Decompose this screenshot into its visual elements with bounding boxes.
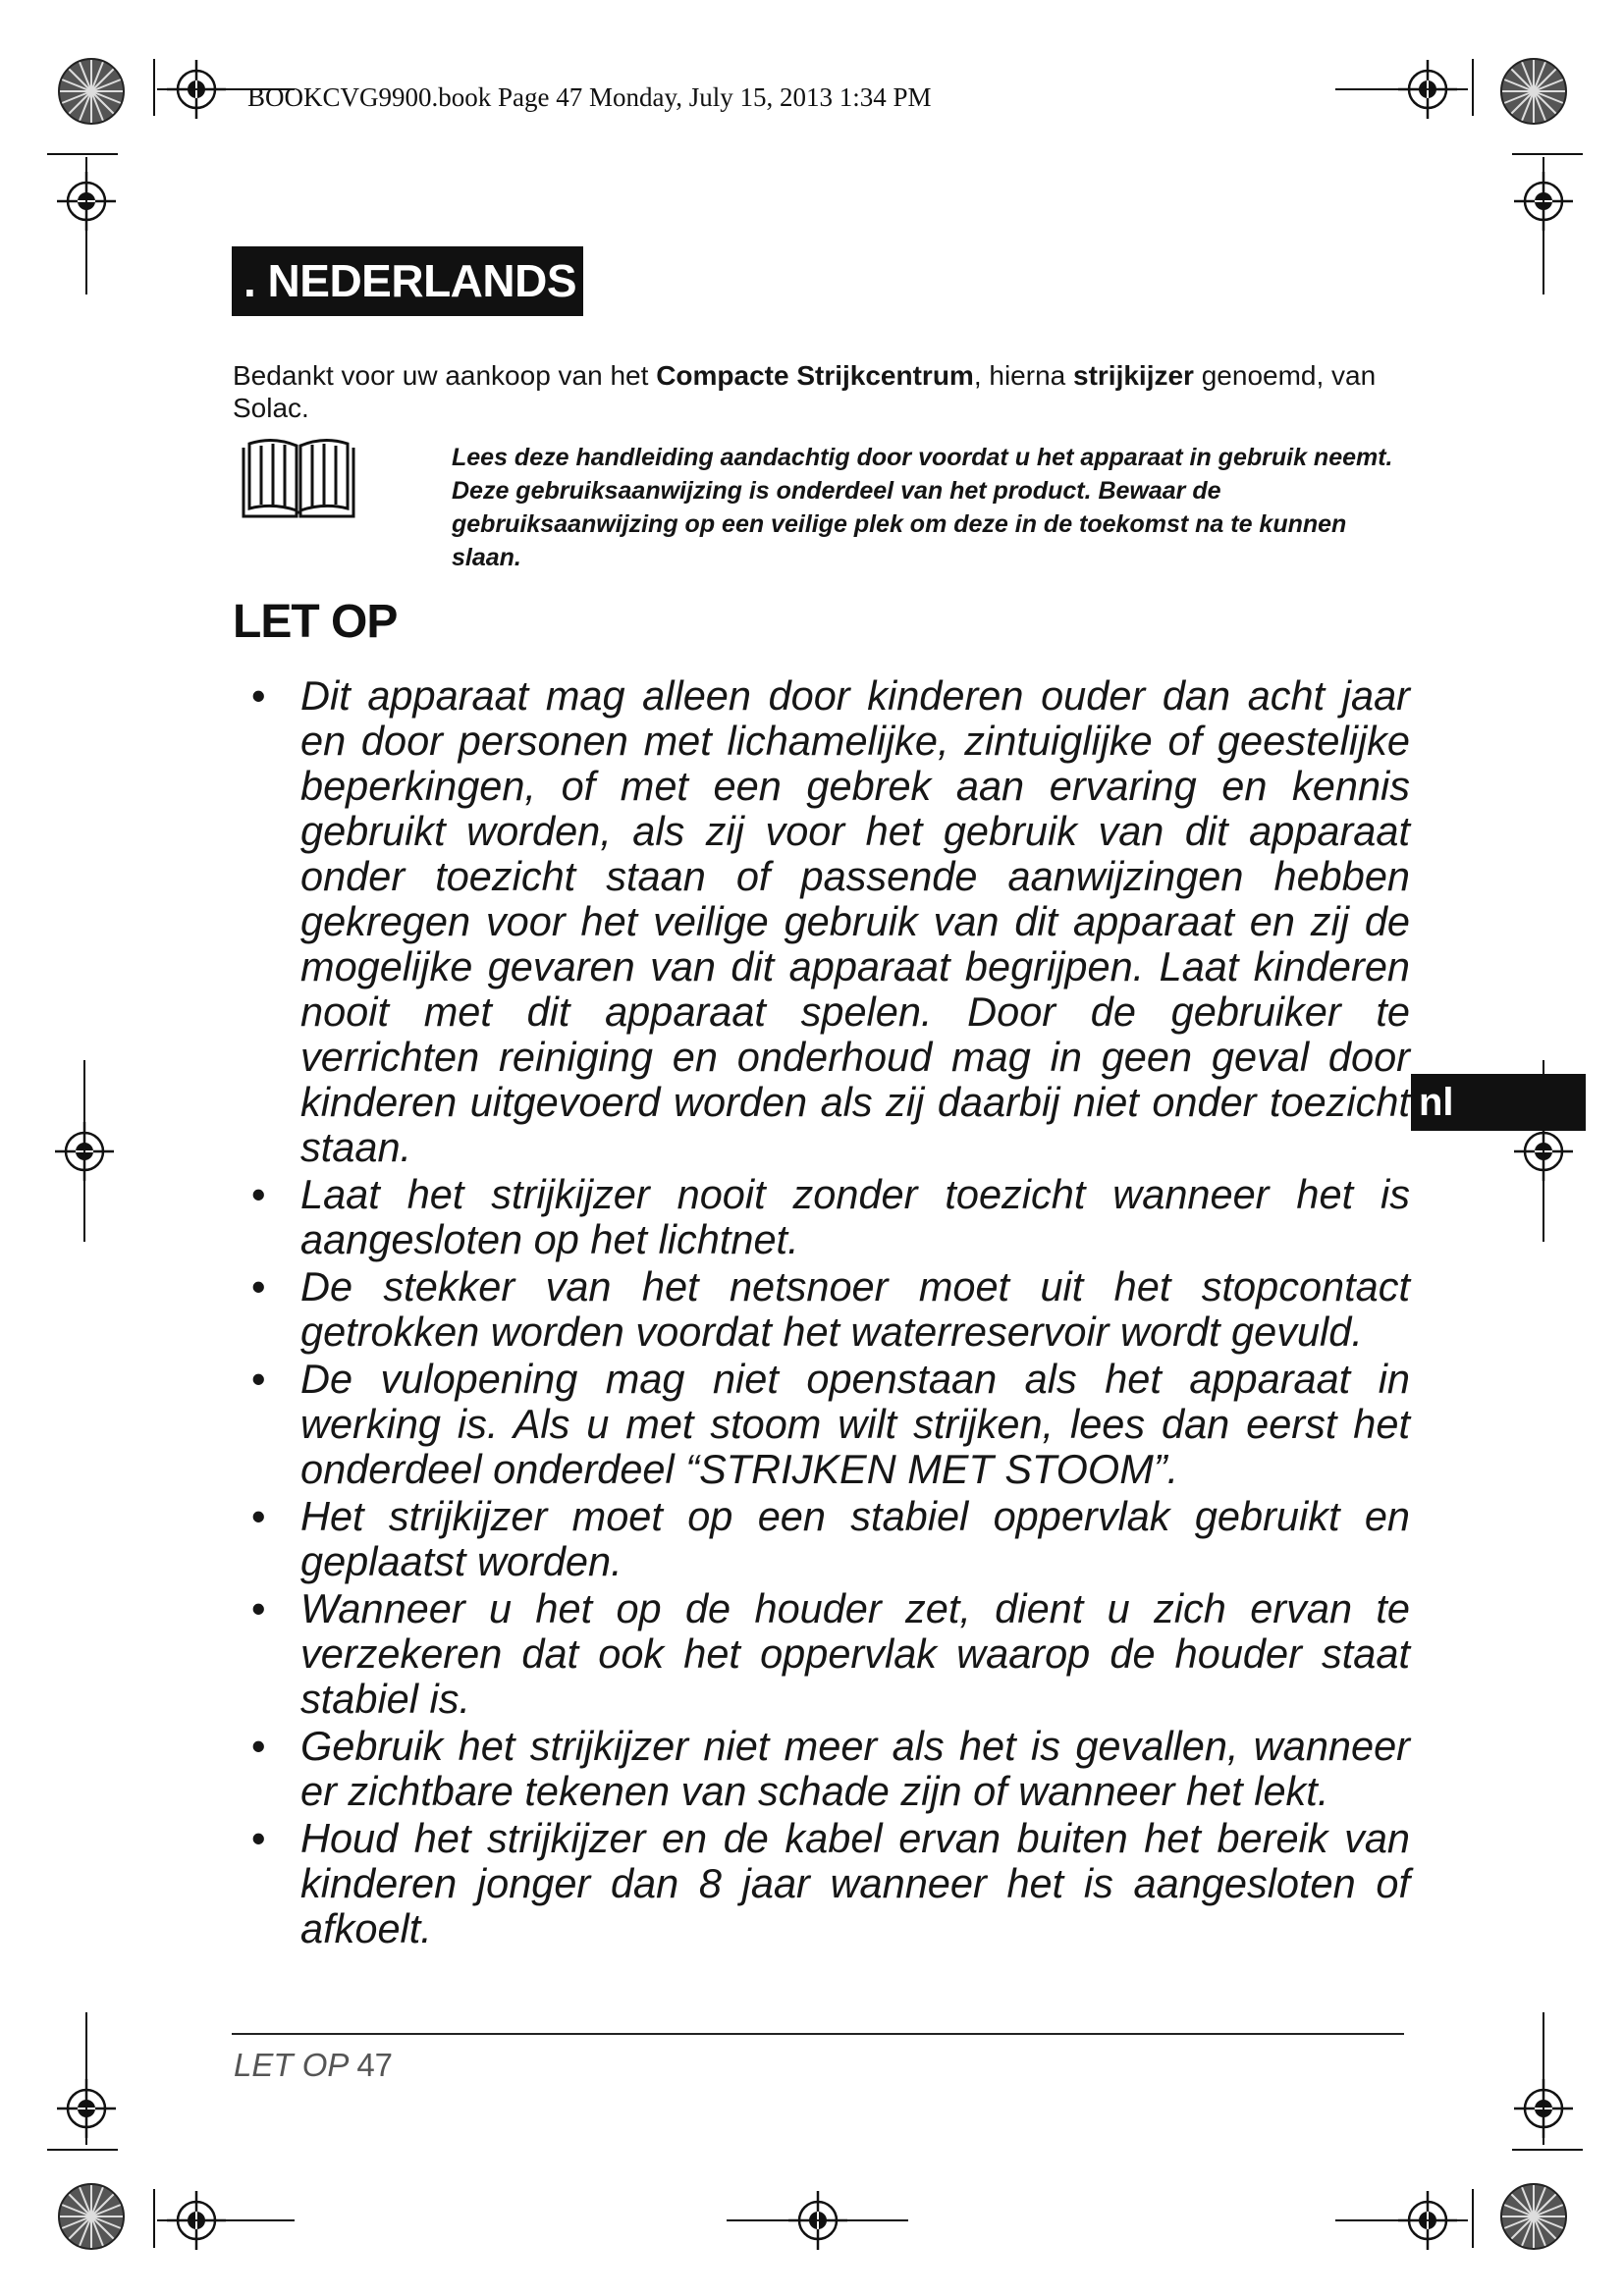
open-book-icon — [240, 434, 357, 522]
section-heading: LET OP — [233, 596, 398, 648]
bullet-icon: • — [251, 1585, 266, 1631]
list-item — [251, 1816, 1410, 1951]
color-wheel-icon — [59, 59, 124, 124]
list-item-text: Wanneer u het op de houder zet, dient u zich ervan te verzekeren dat ook het oppervlak waarop de houder staat stabiel is. — [300, 1585, 1410, 1722]
page-title: . NEDERLANDS — [232, 246, 583, 316]
page-footer — [234, 2047, 393, 2084]
bullet-icon: • — [251, 1356, 266, 1402]
manual-notice: Lees deze handleiding aandachtig door voordat u het apparaat in gebruik neemt. Deze gebruiksaanwijzing is onderdeel van het product. Bewaar de gebruiksaanwijzing op een veilige plek om deze in de toekomst na te kunnen slaan. — [452, 444, 1393, 571]
intro-text-3: genoemd, van Solac. — [233, 360, 1377, 423]
list-item — [251, 673, 1410, 1170]
list-item — [251, 1494, 1410, 1584]
language-tab: nl — [1411, 1074, 1586, 1131]
bullet-icon: • — [251, 1723, 266, 1769]
list-item — [251, 1264, 1410, 1355]
color-wheel-icon — [1501, 2184, 1566, 2249]
list-item-text: De stekker van het netsnoer moet uit het stopcontact getrokken worden voordat het waterreservoir wordt gevuld. — [300, 1263, 1410, 1355]
intro-text-2: , hierna — [973, 360, 1073, 391]
list-item-text: Het strijkijzer moet op een stabiel oppervlak gebruikt en geplaatst worden. — [300, 1493, 1410, 1584]
bullet-icon: • — [251, 1493, 266, 1539]
warning-list — [251, 673, 1410, 1953]
bullet-icon: • — [251, 1171, 266, 1217]
list-item — [251, 1357, 1410, 1492]
bullet-icon: • — [251, 672, 266, 719]
bullet-icon: • — [251, 1263, 266, 1309]
page-number: 47 — [356, 2047, 394, 2083]
intro-paragraph — [233, 359, 1411, 424]
intro-text-1: Bedankt voor uw aankoop van het — [233, 360, 657, 391]
list-item-text: De vulopening mag niet openstaan als het apparaat in werking is. Als u met stoom wilt strijken, lees dan eerst het onderdeel onderdeel “STRIJKEN MET STOOM”. — [300, 1356, 1410, 1492]
product-name: Compacte Strijkcentrum — [656, 360, 974, 391]
list-item-text: Laat het strijkijzer nooit zonder toezicht wanneer het is aangesloten op het lichtnet. — [300, 1171, 1410, 1262]
list-item — [251, 1172, 1410, 1262]
list-item-text: Dit apparaat mag alleen door kinderen ouder dan acht jaar en door personen met lichamelijke, zintuiglijke of geestelijke beperkingen, of met een gebrek aan ervaring en kennis gebruikt worden, als zij voor het gebruik van dit apparaat onder toezicht staan of passende aanwijzingen hebben gekregen voor het veilige gebruik van dit apparaat en zij de mogelijke gevaren van dit apparaat begrijpen. Laat kinderen nooit met dit apparaat spelen. Door de gebruiker te verrichten reiniging en onderhoud mag in geen geval door kinderen uitgevoerd worden als zij daarbij niet onder toezicht staan. — [300, 672, 1410, 1170]
list-item — [251, 1586, 1410, 1722]
list-item-text: Gebruik het strijkijzer niet meer als het is gevallen, wanneer er zichtbare tekenen van schade zijn of wanneer het lekt. — [300, 1723, 1410, 1814]
list-item-text: Houd het strijkijzer en de kabel ervan buiten het bereik van kinderen jonger dan 8 jaar wanneer het is aangesloten of afkoelt. — [300, 1815, 1410, 1951]
footer-section-label: LET OP — [234, 2047, 349, 2083]
product-short-name: strijkijzer — [1073, 360, 1194, 391]
footer-divider — [232, 2033, 1404, 2035]
list-item — [251, 1724, 1410, 1814]
color-wheel-icon — [59, 2184, 124, 2249]
bullet-icon: • — [251, 1815, 266, 1861]
print-slug: BOOKCVG9900.book Page 47 Monday, July 15, 2013 1:34 PM — [247, 82, 932, 112]
color-wheel-icon — [1501, 59, 1566, 124]
